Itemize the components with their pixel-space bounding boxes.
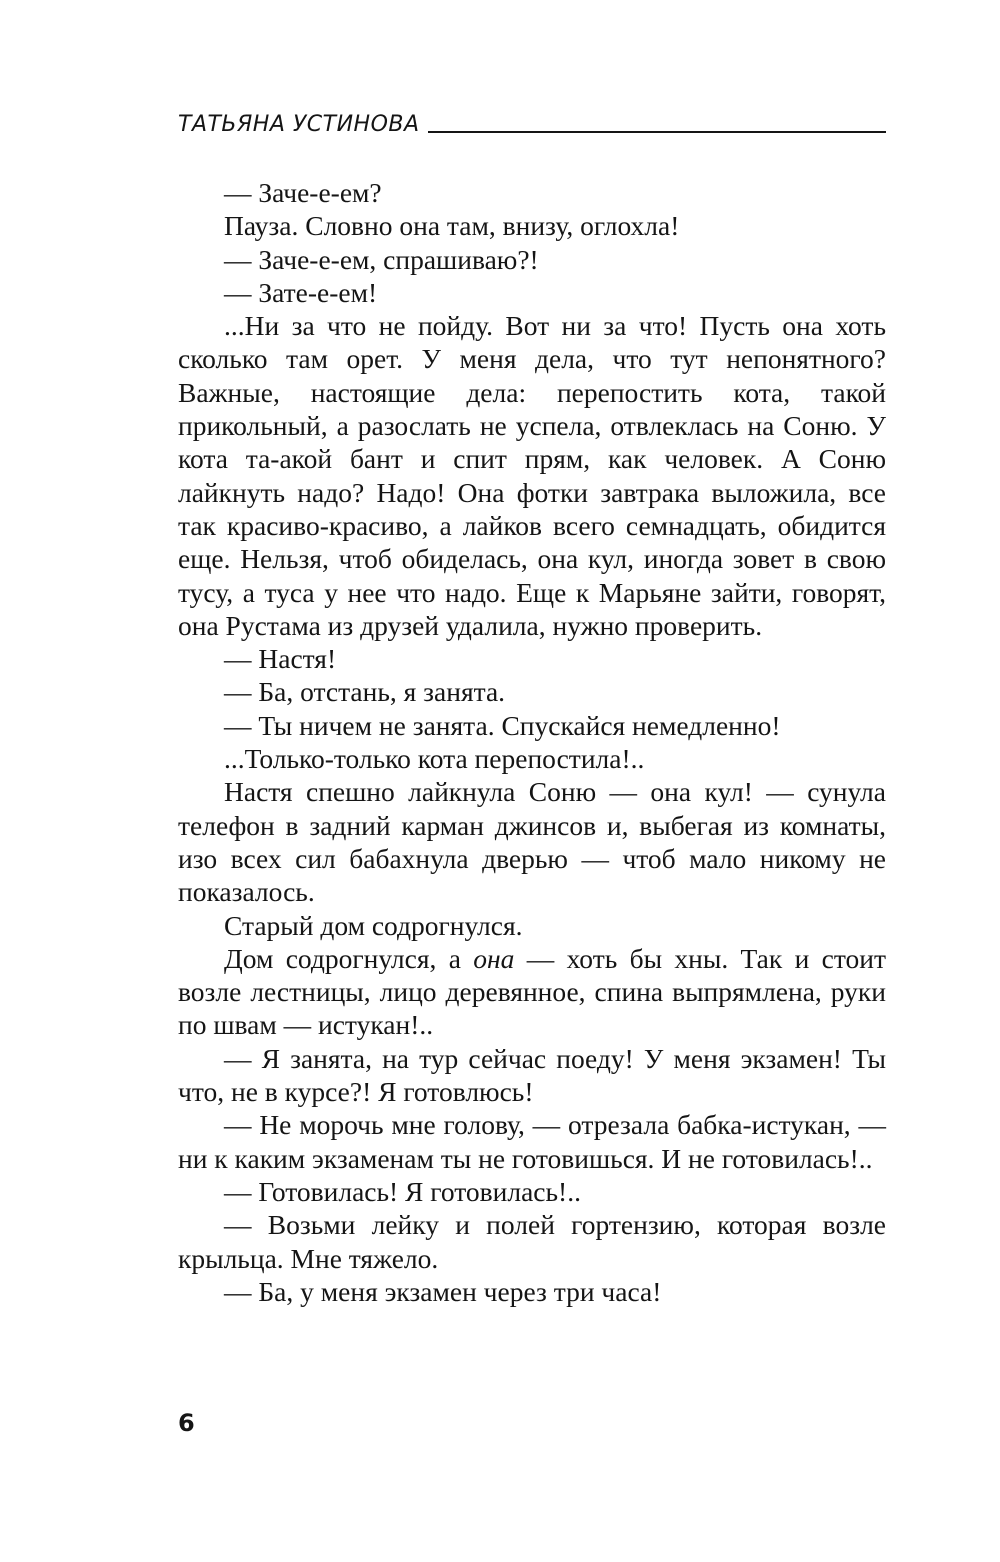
paragraph — [178, 775, 886, 908]
paragraph — [178, 1042, 886, 1109]
paragraph — [178, 1108, 886, 1175]
paragraph — [178, 276, 886, 309]
paragraph — [178, 709, 886, 742]
text-run: — Настя! — [224, 643, 337, 675]
paragraph — [178, 1275, 886, 1308]
body-text — [178, 176, 886, 1308]
text-run: — Не морочь мне голову, — отрезала бабка-истукан, — ни к каким экзаменам ты не готовишься. И не готовилась!.. — [178, 1109, 886, 1174]
header-rule — [428, 131, 886, 133]
paragraph — [178, 1208, 886, 1275]
paragraph — [178, 243, 886, 276]
text-run: — Ты ничем не занята. Спускайся немедленно! — [224, 709, 781, 741]
page-number: 6 — [178, 1409, 195, 1437]
paragraph — [178, 309, 886, 642]
text-run: Дом содрогнулся, а — [224, 942, 474, 974]
text-run: — Зате-е-ем! — [224, 276, 378, 308]
text-run: Настя спешно лайкнула Соню — она кул! — сунула телефон в задний карман джинсов и, выбегая из комнаты, изо всех сил бабахнула дверью — чтоб мало никому не показалось. — [178, 776, 886, 908]
text-run: — Ба, у меня экзамен через три часа! — [224, 1275, 662, 1307]
text-run: — Заче-е-ем, спрашиваю?! — [224, 243, 539, 275]
text-run: Пауза. Словно она там, внизу, оглохла! — [224, 210, 680, 242]
text-run: — Ба, отстань, я занята. — [224, 676, 506, 708]
running-head — [178, 108, 886, 138]
paragraph — [178, 909, 886, 942]
paragraph — [178, 942, 886, 1042]
paragraph — [178, 742, 886, 775]
text-run: — Заче-е-ем? — [224, 177, 382, 208]
text-run: — Я занята, на тур сейчас поеду! У меня экзамен! Ты что, не в курсе?! Я готовлюсь! — [178, 1042, 886, 1108]
paragraph — [178, 675, 886, 708]
text-run: Старый дом содрогнулся. — [224, 909, 523, 941]
paragraph — [178, 1175, 886, 1208]
text-run: ...Только-только кота перепостила!.. — [224, 743, 645, 775]
running-head-author: ТАТЬЯНА УСТИНОВА — [178, 112, 420, 137]
italic-text: она — [473, 942, 515, 974]
text-run: — хоть бы хны. Так и стоит возле лестницы, лицо деревянное, спина выпрямлена, руки по швам — истукан!.. — [178, 942, 886, 1041]
paragraph — [178, 209, 886, 242]
text-run: ...Ни за что не пойду. Вот ни за что! Пусть она хоть сколько там орет. У меня дела, что тут непонятного? Важные, настоящие дела: перепостить кота, такой прикольный, а разослать не успела, отвлеклась на Соню. У кота та-акой бант и спит прям, как человек. А Соню лайкнуть надо? Надо! Она фотки завтрака выложила, все так красиво-красиво, а лайков всего семнадцать, обидится еще. Нельзя, чтоб обиделась, она кул, иногда зовет в свою тусу, а туса у нее что надо. Еще к Марьяне зайти, говорят, она Рустама из друзей удалила, нужно проверить. — [178, 310, 886, 641]
paragraph — [178, 176, 886, 209]
text-run: — Готовилась! Я готовилась!.. — [224, 1175, 581, 1207]
text-run: — Возьми лейку и полей гортензию, которая возле крыльца. Мне тяжело. — [178, 1209, 886, 1274]
paragraph — [178, 642, 886, 675]
